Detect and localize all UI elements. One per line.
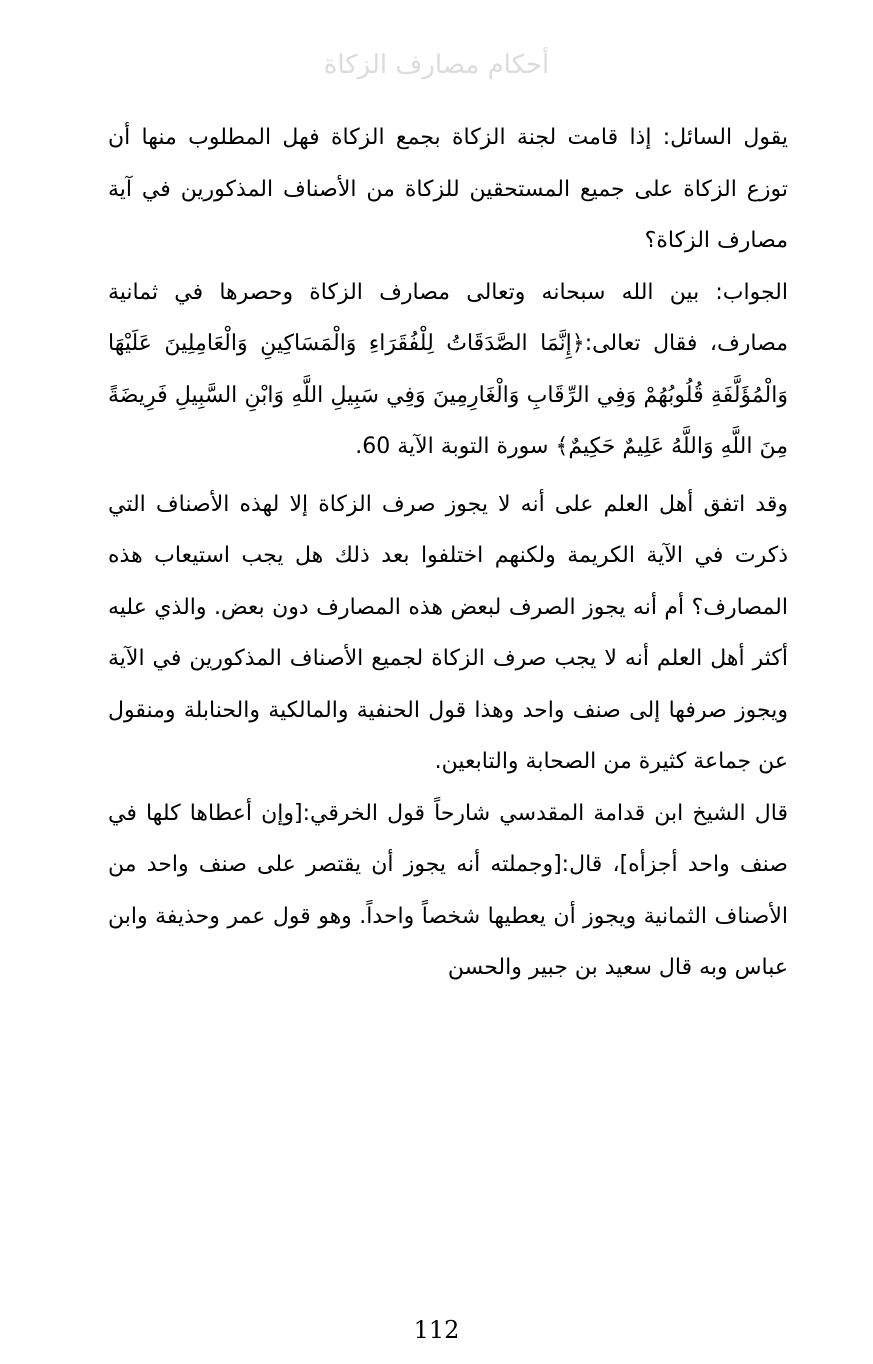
verse-reference: سورة التوبة الآية 60.: [355, 434, 556, 459]
answer-paragraph: [108, 267, 788, 473]
ibn-qudama-paragraph: قال الشيخ ابن قدامة المقدسي شارحاً قول الخرقي:[وإن أعطاها كلها في صنف واحد أجزأه]، قال:[وجملته أنه يجوز أن يقتصر على صنف واحد من الأصناف الثمانية ويجوز أن يعطيها شخصاً واحداً. وهو قول عمر وحذيفة وابن عباس وبه قال سعيد بن جبير والحسن: [108, 800, 788, 980]
question-paragraph: يقول السائل: إذا قامت لجنة الزكاة بجمع الزكاة فهل المطلوب منها أن توزع الزكاة على جميع المستحقين للزكاة من الأصناف المذكورين في آية مصارف الزكاة؟: [108, 125, 788, 253]
page-body: [108, 112, 788, 994]
page-number: 112: [413, 1316, 460, 1344]
scholars-agreement-paragraph: وقد اتفق أهل العلم على أنه لا يجوز صرف الزكاة إلا لهذه الأصناف التي ذكرت في الآية الكريمة ولكنهم اختلفوا بعد ذلك هل يجب استيعاب هذه المصارف؟ أم أنه يجوز الصرف لبعض هذه المصارف دون بعض. والذي عليه أكثر أهل العلم أنه لا يجب صرف الزكاة لجميع الأصناف المذكورين في الآية ويجوز صرفها إلى صنف واحد وهذا قول الحنفية والمالكية والحنابلة ومنقول عن جماعة كثيرة من الصحابة والتابعين.: [108, 491, 788, 774]
answer-intro: الجواب: بين الله سبحانه وتعالى مصارف الزكاة وحصرها في ثمانية مصارف، فقال تعالى:: [108, 279, 788, 356]
running-header: أحكام مصارف الزكاة: [323, 50, 550, 80]
quran-verse: ﴿إِنَّمَا الصَّدَقَاتُ لِلْفُقَرَاءِ وَالْمَسَاكِينِ وَالْعَامِلِينَ عَلَيْهَا وَالْمُؤَلَّفَةِ قُلُوبُهُمْ وَفِي الرِّقَابِ وَالْغَارِمِينَ وَفِي سَبِيلِ اللَّهِ وَابْنِ السَّبِيلِ فَرِيضَةً مِنَ اللَّهِ وَاللَّهُ عَلِيمٌ حَكِيمٌ﴾: [108, 331, 788, 459]
